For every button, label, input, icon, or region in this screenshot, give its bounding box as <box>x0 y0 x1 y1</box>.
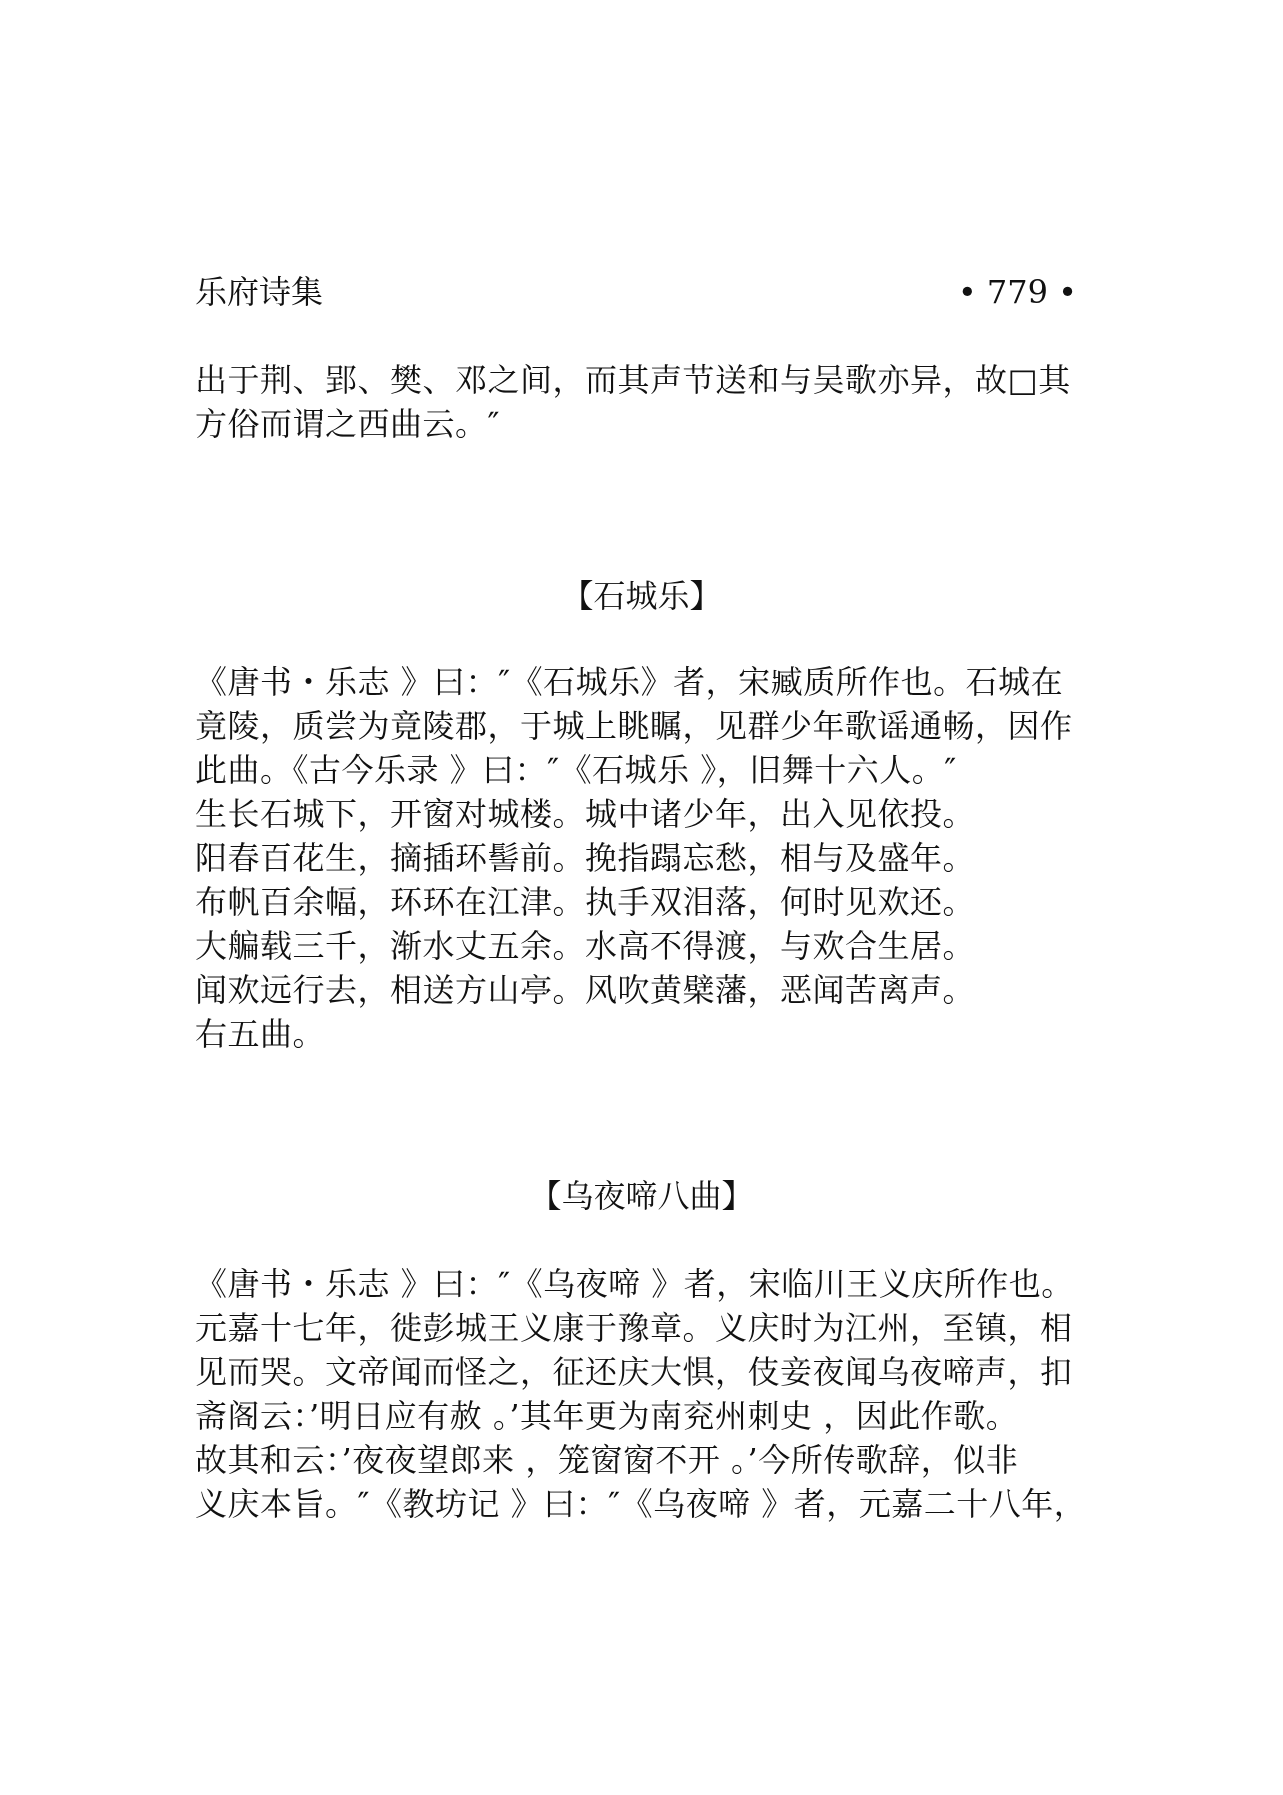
text-line: 《唐书・乐志 》曰：″《石城乐》者，宋臧质所作也。石城在 <box>195 663 1064 701</box>
poem-line: 布帆百余幅，环环在江津。执手双泪落，何时见欢还。 <box>195 883 976 921</box>
text-line: 斋阁云：’明日应有赦 。’其年更为南兖州刺史 ，因此作歌。 <box>195 1397 1019 1435</box>
text-line: 元嘉十七年，徙彭城王义康于豫章。义庆时为江州，至镇，相 <box>195 1309 1073 1347</box>
text-line: 此曲。《古今乐录 》曰：″《石城乐 》，旧舞十六人。″ <box>195 751 957 789</box>
poem-line: 阳春百花生，摘插环髻前。挽指蹋忘愁，相与及盛年。 <box>195 839 976 877</box>
text-line: 出于荆、郢、樊、邓之间，而其声节送和与吴歌亦异，故□其 <box>195 361 1071 399</box>
text-line: 《唐书・乐志 》曰：″《乌夜啼 》者，宋临川王义庆所作也。 <box>195 1265 1074 1303</box>
text-line: 义庆本旨。″《教坊记 》曰：″《乌夜啼 》者，元嘉二十八年， <box>195 1485 1087 1523</box>
text-line: 竟陵，质尝为竟陵郡，于城上眺瞩，见群少年歌谣通畅，因作 <box>195 707 1073 745</box>
text-line: 见而哭。文帝闻而怪之，征还庆大惧，伎妾夜闻乌夜啼声，扣 <box>195 1353 1073 1391</box>
book-title: 乐府诗集 <box>195 273 324 311</box>
page-number: • 779 • <box>957 273 1077 311</box>
page-header <box>195 270 1085 314</box>
text-line: 右五曲。 <box>195 1015 326 1053</box>
poem-line: 大艑载三千，渐水丈五余。水高不得渡，与欢合生居。 <box>195 927 976 965</box>
poem-line: 生长石城下，开窗对城楼。城中诸少年，出入见依投。 <box>195 795 976 833</box>
poem-line: 闻欢远行去，相送方山亭。风吹黄檗藩，恶闻苦离声。 <box>195 971 976 1009</box>
text-line: 故其和云：’夜夜望郎来 ，笼窗窗不开 。’今所传歌辞，似非 <box>195 1441 1019 1479</box>
section-title: 【乌夜啼八曲】 <box>529 1177 754 1215</box>
section-title: 【石城乐】 <box>561 577 722 615</box>
text-line: 方俗而谓之西曲云。″ <box>195 405 500 443</box>
